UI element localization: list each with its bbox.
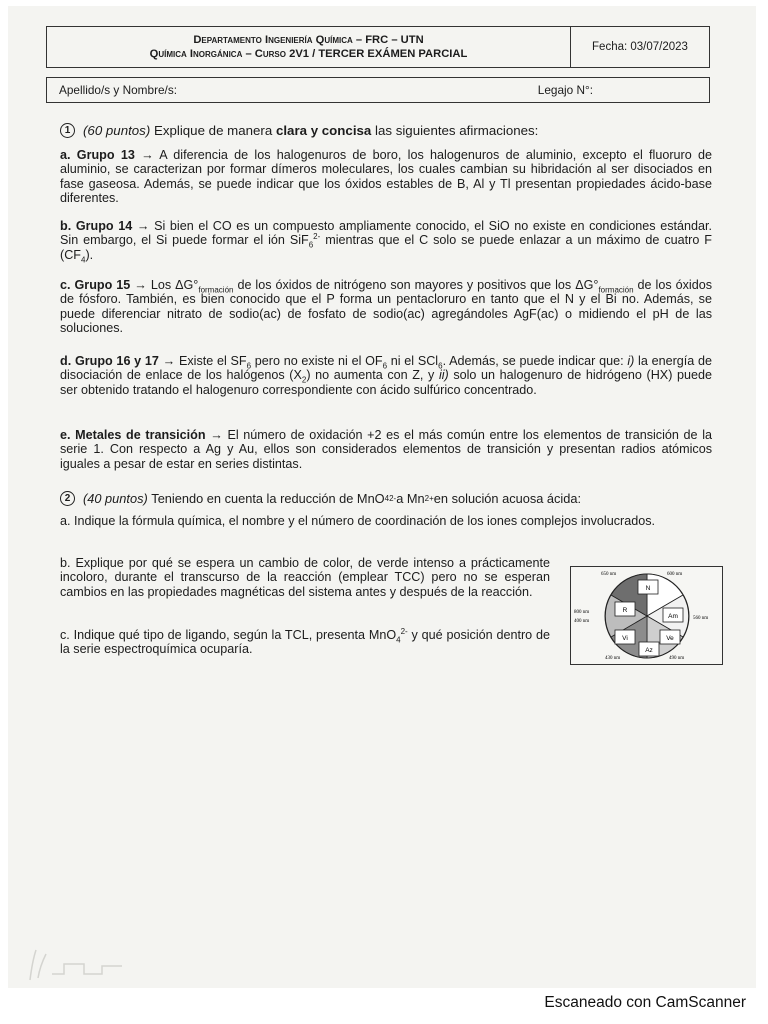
item-text: El número de oxidación +2 es el más común entre los elementos de transición de la serie 1. Con respecto a Ag y Au, ellos son considerados elementos de transición y presentan radios atómicos iguales a pesar de estar en series distintas. (60, 428, 713, 471)
segment-label: R (622, 607, 628, 614)
question-text: a Mn (396, 491, 425, 506)
wavelength-label: 600 nm (667, 572, 683, 577)
wavelength-label: 490 nm (669, 656, 685, 661)
department-line: Departamento Ingeniería Química – FRC – UTN (193, 34, 424, 46)
item-text: de los óxidos de nitrógeno son mayores y positivos que los ΔG° (233, 278, 599, 292)
question-2-title: 2 (40 puntos) Teniendo en cuenta la reducción de MnO 4 2- a Mn 2+ en solución acuosa ácida: (60, 490, 712, 507)
item-1a (60, 148, 712, 205)
wavelength-label: 400 nm (574, 619, 590, 624)
name-label: Apellido/s y Nombre/s: (59, 83, 178, 97)
segment-label: Az (645, 647, 653, 654)
question-points: (60 puntos) (83, 123, 151, 138)
course-line: Química Inorgánica – Curso 2V1 / TERCER EXÁMEN PARCIAL (149, 48, 468, 60)
item-text: Si bien el CO es un compuesto ampliamente conocido, el SiO no existe en condiciones estándar. Sin embargo, el Si puede formar el ión SiF (60, 219, 713, 248)
item-letter: b. (60, 219, 72, 233)
superscript: 2- (400, 626, 408, 636)
item-1e (60, 428, 712, 471)
subscript: 6 (308, 240, 314, 250)
item-group: Grupo 14 → (75, 219, 150, 233)
item-letter: e. (60, 428, 71, 442)
item-text: Los ΔG° (150, 278, 199, 292)
subscript: 6 (382, 361, 388, 371)
item-2b: b. Explique por qué se espera un cambio de color, de verde intenso a prácticamente incoloro, durante el transcurso de la reacción (emplear TCC) pero no se esperan cambios en las propiedades magnéticas del sistema antes y después de la reacción. (60, 556, 550, 599)
item-text: ). (85, 247, 94, 262)
item-roman: ii) (438, 368, 449, 383)
subscript: formación (598, 285, 634, 295)
item-text: pero no existe ni el OF (251, 354, 383, 368)
subscript: 4 (80, 255, 86, 265)
wavelength-label: 650 nm (601, 572, 617, 577)
item-text: solo un halogenuro de hidrógeno (HX) puede ser obtenido tratando el halogenuro correspondiente con ácido sulfúrico concentrado. (60, 368, 713, 397)
segment-label: Vi (622, 635, 628, 642)
item-text: mientras que el C solo se puede enlazar a un máximo de cuatro F (CF (60, 233, 712, 262)
header-titles (47, 27, 571, 67)
exam-header (46, 26, 710, 68)
item-letter: d. (60, 354, 72, 368)
wavelength-label: 800 nm (574, 610, 590, 615)
segment-label: N (645, 585, 651, 592)
item-roman: i) (627, 354, 635, 368)
question-points: (40 puntos) (83, 491, 148, 506)
item-text: y qué posición dentro de la serie espectroquímica ocuparía. (60, 628, 550, 657)
item-group: Metales de transición → (75, 428, 223, 442)
item-1d (60, 354, 712, 397)
color-wheel-svg (571, 567, 722, 664)
question-text: Teniendo en cuenta la reducción de MnO (151, 491, 385, 506)
student-info-row (46, 77, 710, 103)
item-text: c. Indique qué tipo de ligando, según la TCL, presenta MnO (60, 628, 397, 642)
scanner-watermark: Escaneado con CamScanner (544, 994, 746, 1011)
prompt-emphasis: clara y concisa (275, 123, 372, 138)
item-text: ) no aumenta con Z, y (306, 368, 439, 383)
question-number-badge: 1 (60, 123, 75, 138)
superscript: 2- (313, 232, 321, 242)
exam-date: Fecha: 03/07/2023 (592, 41, 688, 53)
faint-pencil-mark (24, 944, 144, 984)
subscript: 2 (301, 375, 307, 385)
item-text: ni el SCl (387, 354, 439, 368)
item-group: Grupo 15 → (74, 278, 147, 292)
wavelength-label: 560 nm (693, 616, 709, 621)
prompt-pre: Explique de manera (153, 123, 273, 138)
subscript: 6 (246, 361, 252, 371)
item-text: de los óxidos de fósforo. También, es bien conocido que el P forma un pentacloruro en tanto que el N y el Bi no. Además, se puede diferenciar nitrato de sodio(ac) de fosfato de sodio(ac) agregándoles AgF(ac) o midiendo el pH de las soluciones. (60, 278, 712, 335)
subscript: formación (198, 285, 234, 295)
wavelength-label: 430 nm (605, 656, 621, 661)
color-wheel-figure (570, 566, 723, 665)
item-text: Existe el SF (178, 354, 247, 368)
subscript: 4 (396, 635, 401, 645)
item-text: la energía de disociación de enlace de los halógenos (X (60, 354, 713, 383)
subscript: 6 (438, 361, 443, 371)
item-text: A diferencia de los halogenuros de boro, los halogenuros de aluminio, excepto el fluoruro de aluminio, se caracterizan por formar dímeros moleculares, los cuales cambian su hibridación al ser disociados en fase gaseosa. Además, se puede indicar que los óxidos estables de B, Al y Tl presentan propiedades ácido-base diferentes. (60, 148, 712, 205)
item-2a: a. Indique la fórmula química, el nombre y el número de coordinación de los iones complejos involucrados. (60, 514, 656, 528)
question-number-badge: 2 (60, 491, 75, 506)
segment-label: Ve (666, 635, 674, 642)
prompt-post: las siguientes afirmaciones: (375, 123, 539, 138)
item-letter: a. (60, 148, 71, 162)
item-2c (60, 628, 550, 657)
question-1-title (60, 122, 712, 139)
item-group: Grupo 16 y 17 → (74, 354, 176, 368)
item-1c (60, 278, 712, 335)
item-group: Grupo 13 → (76, 148, 154, 162)
item-text: . Además, se puede indicar que: (442, 354, 628, 368)
id-label: Legajo N°: (537, 83, 593, 97)
question-text: en solución acuosa ácida: (433, 491, 582, 506)
item-1b (60, 219, 713, 265)
segment-label: Am (668, 613, 678, 620)
item-letter: c. (60, 278, 71, 292)
